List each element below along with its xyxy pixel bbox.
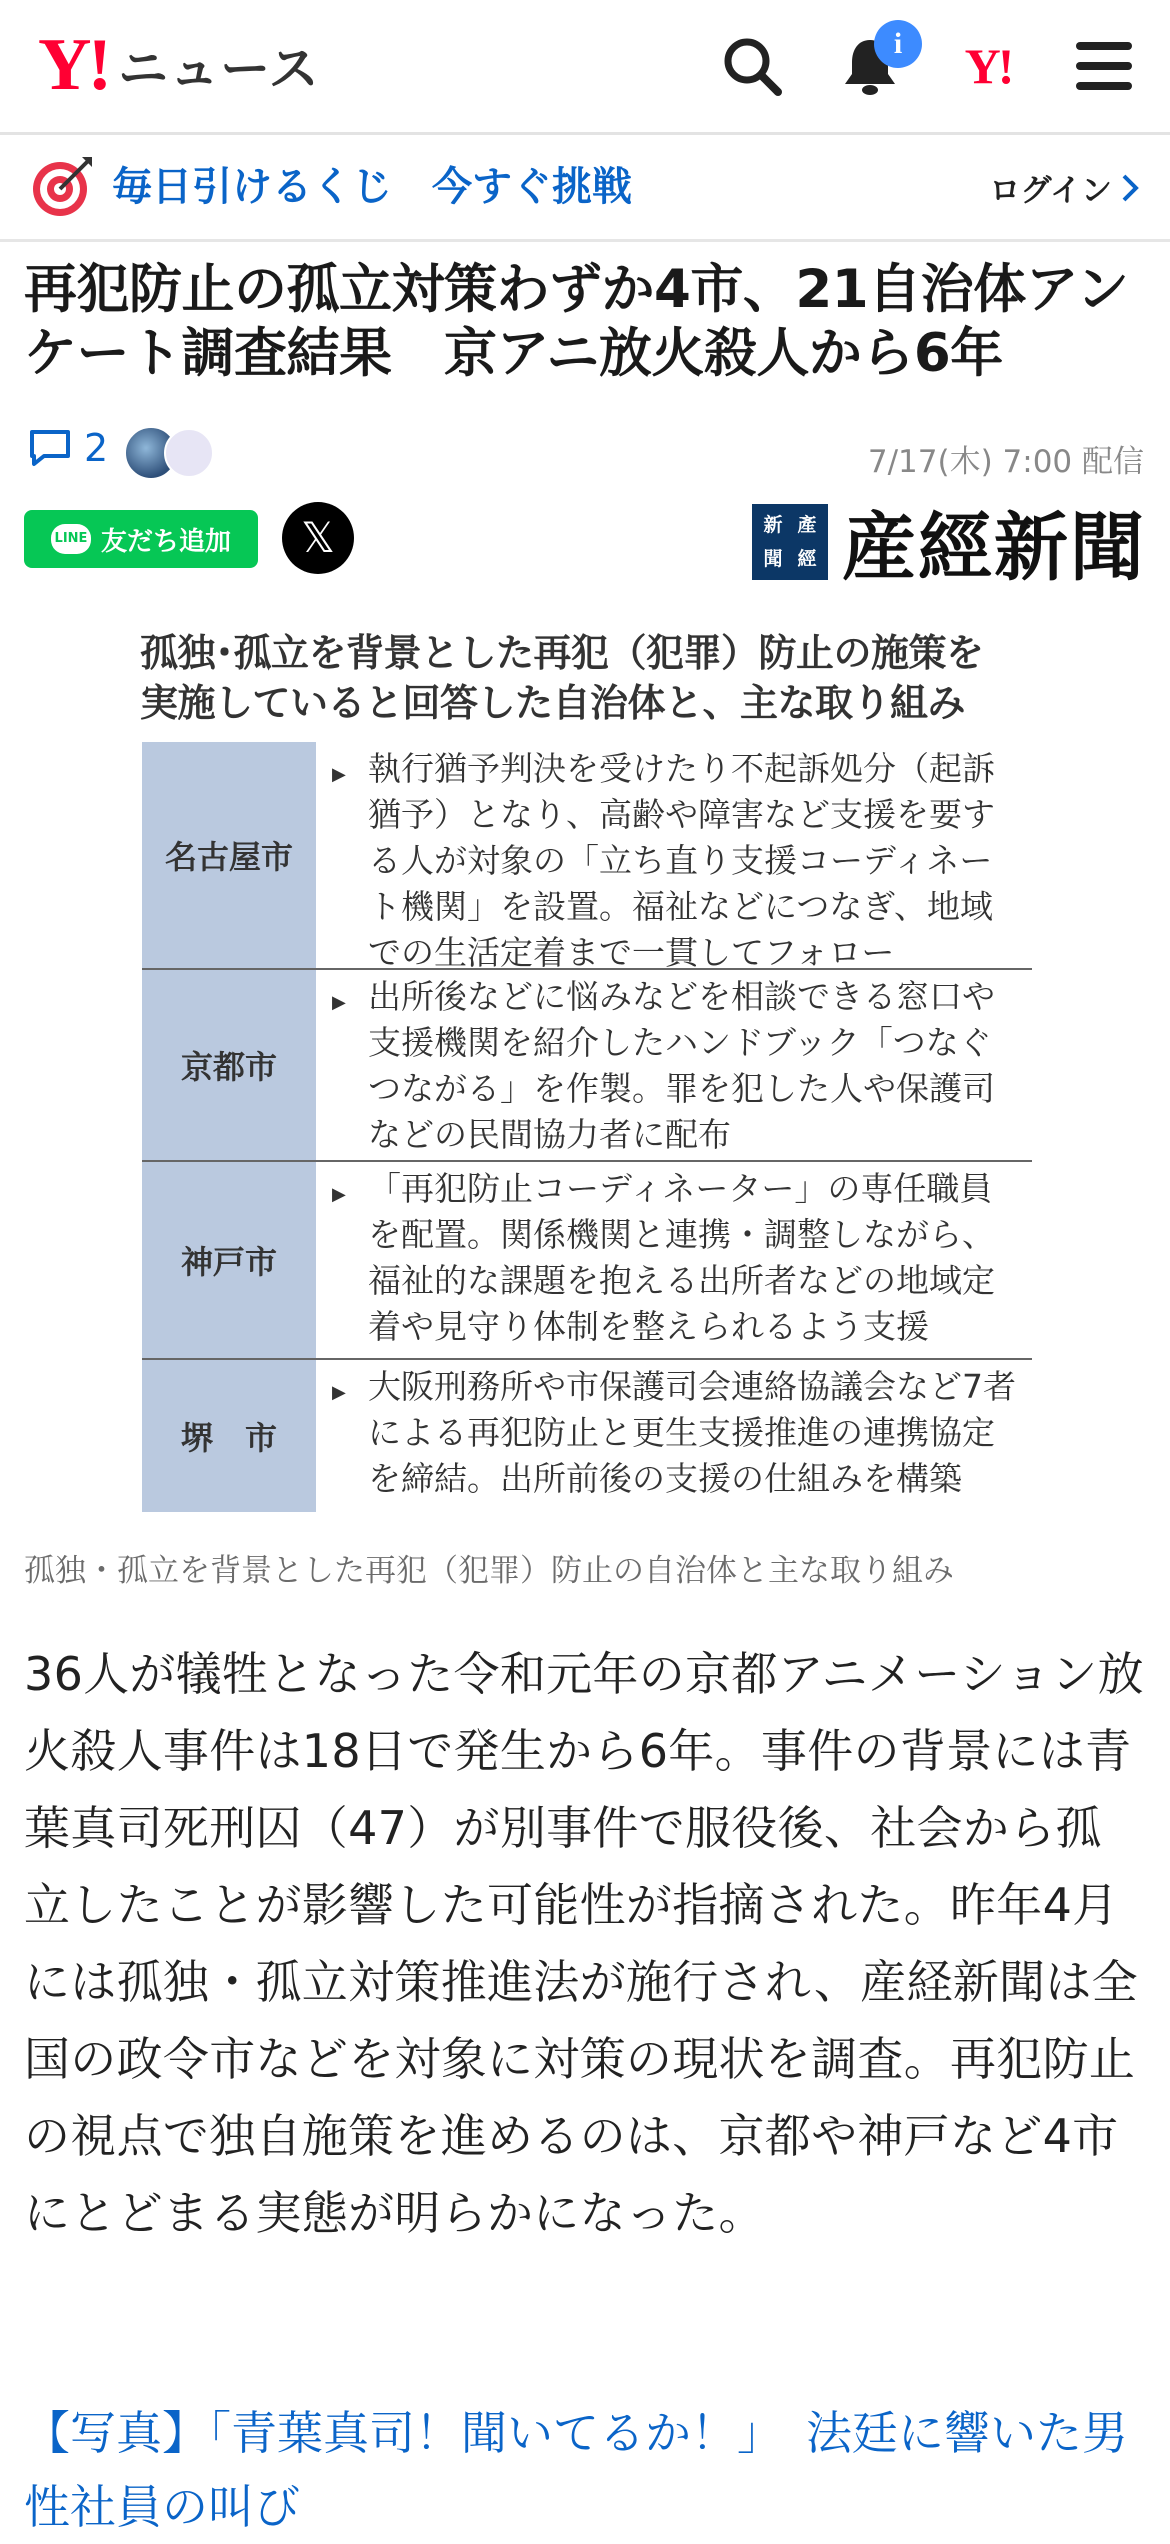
article-meta [24, 418, 1146, 488]
login-label: ログイン [989, 173, 1112, 209]
lottery-promo-banner[interactable] [0, 135, 1170, 242]
related-photo-link[interactable]: 【写真】「青葉真司！聞いてるか！」 法廷に響いた男性社員の叫び [24, 2406, 1128, 2534]
chevron-right-icon [1120, 173, 1140, 203]
news-logo-text: ニュース [118, 40, 320, 98]
line-icon: LINE [51, 524, 91, 554]
share-row [24, 502, 1146, 590]
comment-count-button[interactable] [28, 426, 108, 470]
publish-date: 7/17(木) 7:00 配信 [867, 444, 1144, 480]
description-cell: ▶ 「再犯防止コーディネーター」の専任職員を配置。関係機関と連携・調整しながら、福祉的な課題を抱える出所者などの地域定着や見守り体制を整えられるよう支援 [316, 1162, 1032, 1358]
figure-title-line: 孤独･孤立を背景とした再犯（犯罪）防止の施策を [140, 631, 984, 675]
figure-table [142, 742, 1032, 1512]
comment-icon [28, 428, 72, 468]
article-figure[interactable] [126, 614, 1038, 1514]
emblem-char: 聞 [763, 547, 783, 570]
figure-caption: 孤独・孤立を背景とした再犯（犯罪）防止の自治体と主な取り組み [24, 1553, 954, 1589]
source-logo[interactable] [752, 502, 1146, 590]
yahoo-logo-mark: Y! [38, 24, 109, 106]
hamburger-menu-icon[interactable] [1066, 28, 1142, 104]
yahoo-japan-top-link[interactable] [950, 28, 1026, 104]
yahoo-news-logo[interactable] [38, 24, 320, 106]
search-icon[interactable] [714, 28, 790, 104]
description-cell: ▶ 出所後などに悩みなどを相談できる窓口や支援機関を紹介したハンドブック「つなぐつながる」を作製。罪を犯した人や保護司などの民間協力者に配布 [316, 970, 1032, 1160]
city-cell: 京都市 [142, 970, 316, 1160]
login-link[interactable] [990, 165, 1140, 210]
figure-title-line: 実施していると回答した自治体と、主な取り組み [140, 681, 966, 725]
comment-count: 2 [84, 426, 109, 470]
source-name: 産經新聞 [842, 508, 1146, 590]
notification-badge: i [874, 20, 922, 68]
table-row [142, 1360, 1032, 1512]
table-row [142, 742, 1032, 970]
description-cell: ▶ 執行猶予判決を受けたり不起訴処分（起訴猶予）となり、高齢や障害など支援を要する人が対象の「立ち直り支援コーディネート機関」を設置。福祉などにつなぎ、地域での生活定着まで一貫してフォロー [316, 742, 1032, 968]
yahoo-small-logo: Y! [964, 38, 1012, 94]
commenter-avatars[interactable] [124, 426, 214, 480]
article-title: 再犯防止の孤立対策わずか4市、21自治体アンケート調査結果 京アニ放火殺人から6年 [24, 259, 1129, 384]
x-share-icon[interactable]: 𝕏 [282, 502, 354, 574]
line-add-friend-button[interactable] [24, 510, 258, 568]
figure-title [140, 628, 984, 728]
sankei-emblem [752, 504, 828, 580]
emblem-char: 新 [763, 513, 783, 536]
avatar [164, 428, 214, 478]
description-cell: ▶ 大阪刑務所や市保護司会連絡協議会など7者による再犯防止と更生支援推進の連携協定を締結。出所前後の支援の仕組みを構築 [316, 1360, 1032, 1512]
emblem-char: 產 [797, 513, 817, 536]
promo-text: 毎日引けるくじ 今すぐ挑戦 [112, 164, 632, 210]
city-cell: 名古屋市 [142, 742, 316, 968]
city-cell: 神戸市 [142, 1162, 316, 1358]
city-cell: 堺 市 [142, 1360, 316, 1512]
top-bar [0, 0, 1170, 135]
line-button-label: 友だち追加 [100, 526, 231, 557]
notification-bell-icon[interactable] [832, 28, 908, 104]
emblem-char: 經 [797, 547, 817, 570]
table-row [142, 1162, 1032, 1360]
article-body: 36人が犠牲となった令和元年の京都アニメーション放火殺人事件は18日で発生から6年。事件の背景には青葉真司死刑囚（47）が別事件で服役後、社会から孤立したことが影響した可能性が指摘された。昨年4月には孤独・孤立対策推進法が施行され、産経新聞は全国の政令市などを対象に対策の現状を調査。再犯防止の視点で独自施策を進めるのは、京都や神戸など4市にとどまる実態が明らかになった。 [24, 1647, 1144, 2240]
target-icon [30, 153, 96, 219]
table-row [142, 970, 1032, 1162]
